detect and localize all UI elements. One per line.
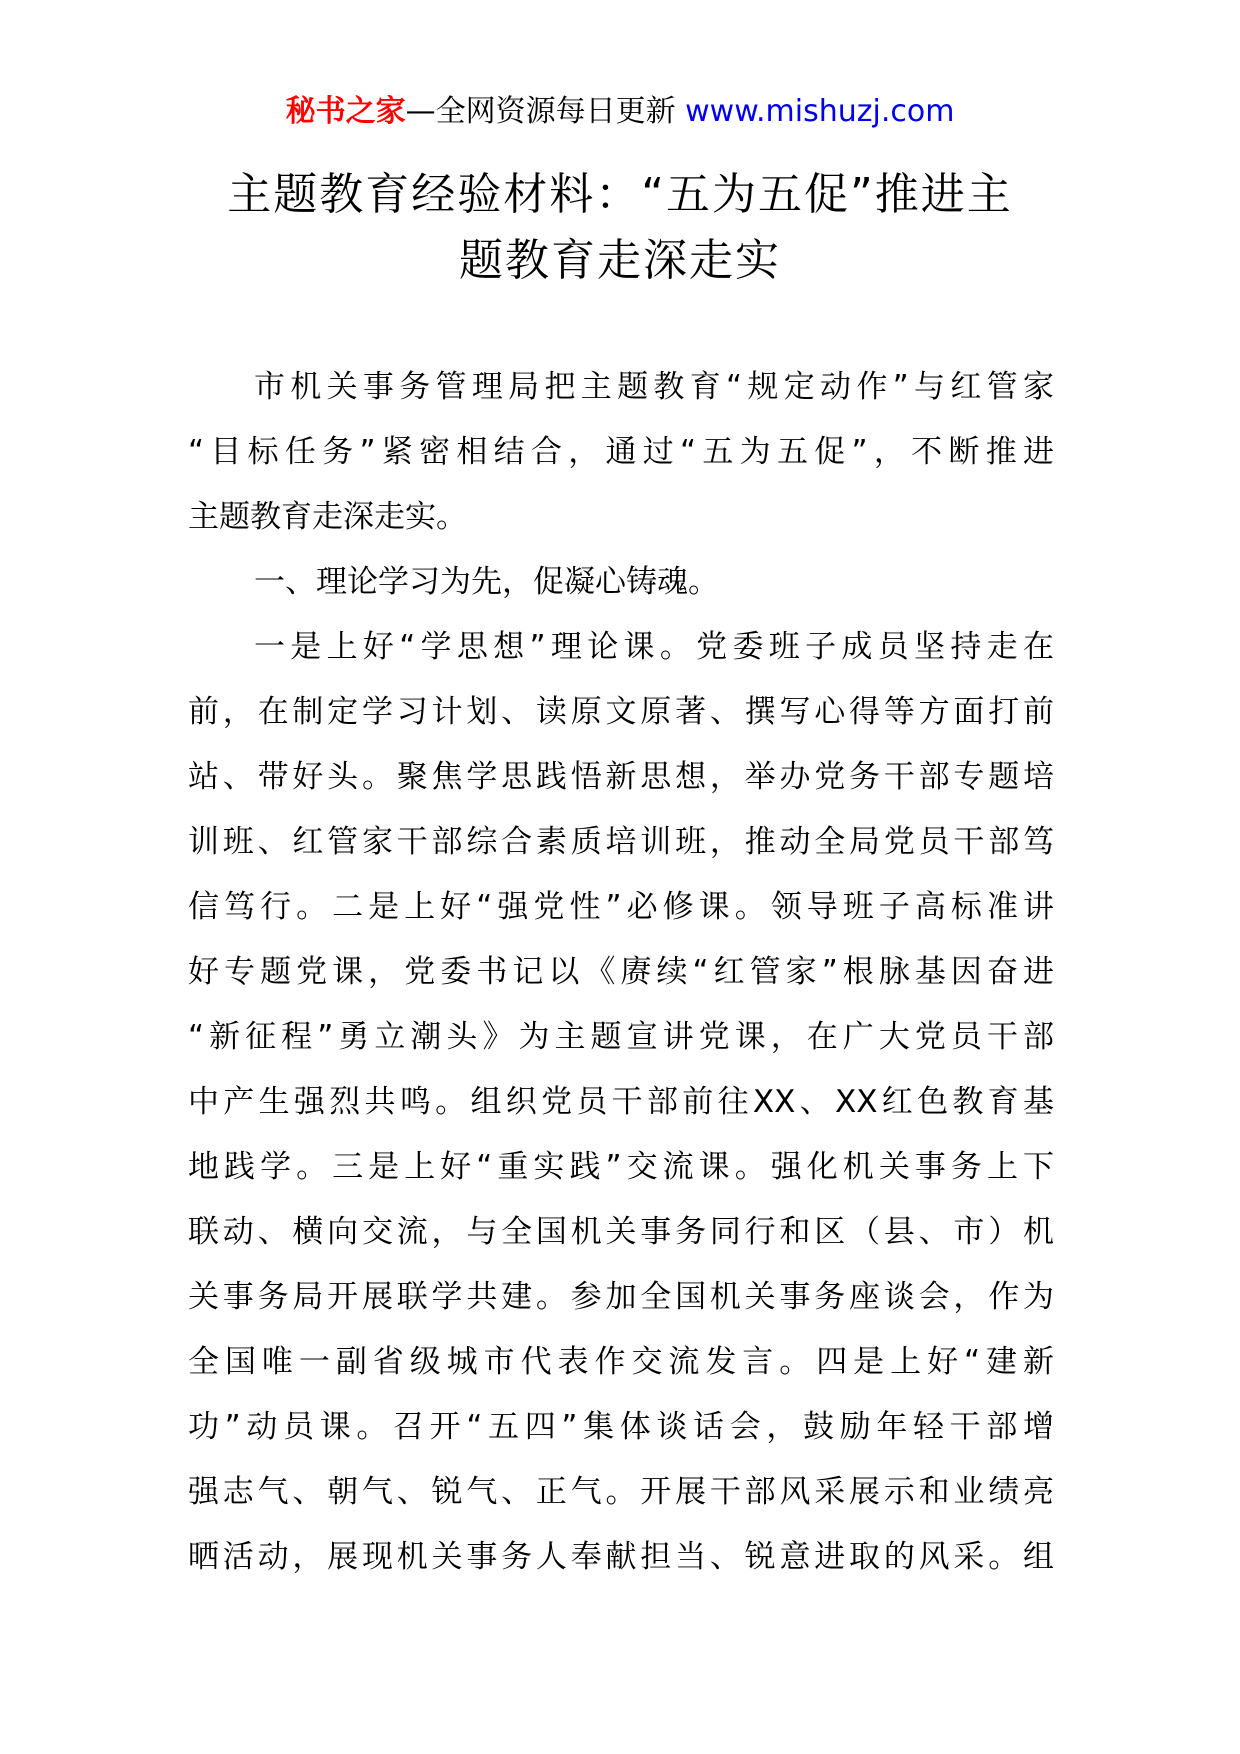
body-line: 前，在制定学习计划、读原文原著、撰写心得等方面打前 xyxy=(188,694,1054,730)
body-line: 中产生强烈共鸣。组织党员干部前往XX、XX红色教育基 xyxy=(188,1084,1054,1120)
body-line: 好专题党课，党委书记以《赓续“红管家”根脉基因奋进 xyxy=(188,954,1054,990)
body-line: 全国唯一副省级城市代表作交流发言。四是上好“建新 xyxy=(188,1344,1054,1380)
body-line: 强志气、朝气、锐气、正气。开展干部风采展示和业绩亮 xyxy=(188,1474,1054,1510)
body-line: 信笃行。二是上好“强党性”必修课。领导班子高标准讲 xyxy=(188,889,1054,925)
body-line: 联动、横向交流，与全国机关事务同行和区（县、市）机 xyxy=(188,1214,1054,1250)
title-line-1: 主题教育经验材料：“五为五促”推进主 xyxy=(227,169,1013,220)
body-line: “新征程”勇立潮头》为主题宣讲党课，在广大党员干部 xyxy=(188,1019,1054,1055)
site-url-link[interactable]: www.mishuzj.com xyxy=(685,94,955,129)
body-line: 站、带好头。聚焦学思践悟新思想，举办党务干部专题培 xyxy=(188,759,1054,795)
document-title xyxy=(180,162,1060,294)
brand-name: 秘书之家 xyxy=(285,94,406,129)
body-line: 地践学。三是上好“重实践”交流课。强化机关事务上下 xyxy=(188,1149,1054,1185)
body-line: 功”动员课。召开“五四”集体谈话会，鼓励年轻干部增 xyxy=(188,1409,1054,1445)
body-line: “目标任务”紧密相结合，通过“五为五促”，不断推进 xyxy=(188,434,1054,470)
body-line: 市机关事务管理局把主题教育“规定动作”与红管家 xyxy=(254,369,1054,405)
body-line: 晒活动，展现机关事务人奉献担当、锐意进取的风采。组 xyxy=(188,1539,1054,1575)
body-line: 关事务局开展联学共建。参加全国机关事务座谈会，作为 xyxy=(188,1279,1054,1315)
body-line: 主题教育走深走实。 xyxy=(188,499,467,535)
body-line: 训班、红管家干部综合素质培训班，推动全局党员干部笃 xyxy=(188,824,1054,860)
title-line-2: 题教育走深走实 xyxy=(459,235,781,286)
body-line: 一是上好“学思想”理论课。党委班子成员坚持走在 xyxy=(254,629,1054,665)
site-header xyxy=(0,92,1240,132)
header-tagline: —全网资源每日更新 xyxy=(405,94,676,129)
document-body xyxy=(188,355,1054,1590)
section-heading: 一、理论学习为先，促凝心铸魂。 xyxy=(254,564,719,600)
